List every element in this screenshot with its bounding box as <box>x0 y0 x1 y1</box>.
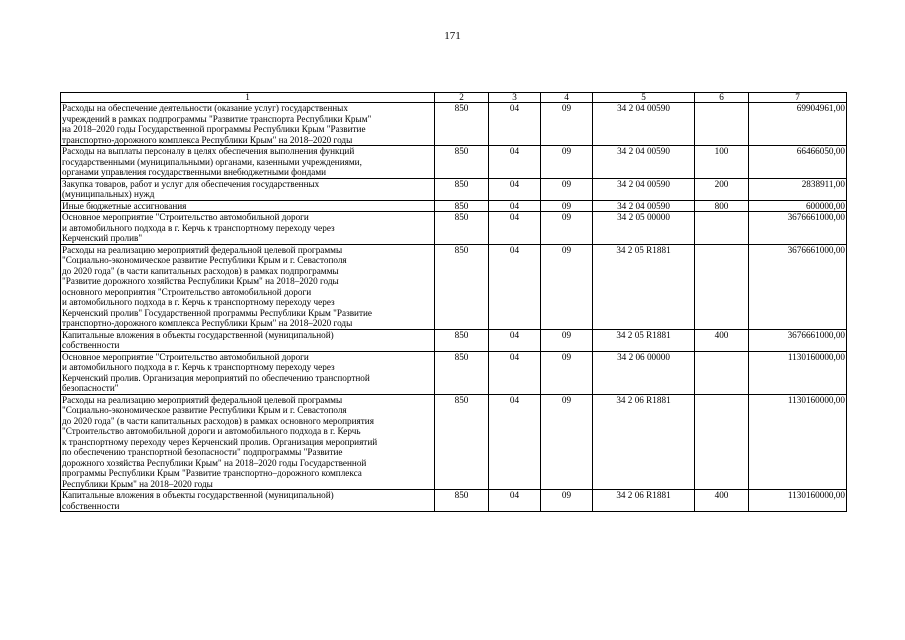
cell-rz: 04 <box>489 394 541 490</box>
row-description <box>61 244 435 329</box>
description-line: до 2020 года" (в части капитальных расходов) в рамках основного мероприятия <box>62 415 374 426</box>
header-cell: 1 <box>61 93 435 103</box>
cell-ved: 850 <box>435 146 489 179</box>
cell-rz: 04 <box>489 103 541 146</box>
header-cell: 5 <box>593 93 695 103</box>
description-line: "Социально-экономическое развитие Республики Крым и г. Севастополя <box>62 255 347 265</box>
description-line: основного мероприятия "Строительство автомобильной дороги <box>62 286 312 297</box>
header-cell: 4 <box>541 93 593 103</box>
cell-pr: 09 <box>541 394 593 490</box>
cell-pr: 09 <box>541 244 593 329</box>
table-row <box>61 212 847 245</box>
cell-rz: 04 <box>489 200 541 212</box>
description-line: Керченский пролив. Организация мероприятий по обеспечению транспортной <box>62 372 370 383</box>
header-cell: 6 <box>695 93 749 103</box>
description-line: транспортно-дорожного комплекса Республики Крым" на 2018–2020 годы <box>62 134 353 145</box>
cell-vr <box>695 351 749 394</box>
cell-rz: 04 <box>489 490 541 512</box>
description-line: Капитальные вложения в объекты государственной (муниципальной) <box>62 490 334 500</box>
row-description <box>61 490 435 512</box>
cell-rz: 04 <box>489 178 541 200</box>
table-row <box>61 103 847 146</box>
cell-csr: 34 2 05 R1881 <box>593 244 695 329</box>
description-line: программы Республики Крым "Развитие транспортно–дорожного комплекса <box>62 468 362 478</box>
cell-sum: 3676661000,00 <box>749 212 847 245</box>
row-description <box>61 212 435 245</box>
cell-sum: 1130160000,00 <box>749 394 847 490</box>
cell-vr <box>695 394 749 490</box>
table-row <box>61 329 847 351</box>
description-line: органами управления государственными внебюджетными фондами <box>62 167 327 177</box>
header-cell: 7 <box>749 93 847 103</box>
cell-vr: 400 <box>695 490 749 512</box>
cell-sum: 66466050,00 <box>749 146 847 179</box>
row-description <box>61 146 435 179</box>
row-description <box>61 394 435 490</box>
cell-sum: 3676661000,00 <box>749 244 847 329</box>
row-description <box>61 103 435 146</box>
cell-ved: 850 <box>435 351 489 394</box>
description-line: и автомобильного подхода в г. Керчь к транспортному переходу через <box>62 297 335 307</box>
description-line: дорожного хозяйства Республики Крым" на 2018–2020 годы Государственной <box>62 457 367 468</box>
cell-csr: 34 2 04 00590 <box>593 200 695 212</box>
description-line: Республики Крым" на 2018–2020 годы <box>62 478 213 489</box>
cell-csr: 34 2 06 R1881 <box>593 490 695 512</box>
cell-csr: 34 2 06 R1881 <box>593 394 695 490</box>
description-line: Иные бюджетные ассигнования <box>62 200 187 211</box>
description-line: "Социально-экономическое развитие Республики Крым и г. Севастополя <box>62 405 347 415</box>
table-row <box>61 394 847 490</box>
cell-rz: 04 <box>489 146 541 179</box>
description-line: Основное мероприятие "Строительство автомобильной дороги <box>62 351 309 362</box>
cell-sum: 2838911,00 <box>749 178 847 200</box>
cell-vr: 100 <box>695 146 749 179</box>
cell-ved: 850 <box>435 178 489 200</box>
description-line: на 2018–2020 годы Государственной программы Республики Крым "Развитие <box>62 124 366 134</box>
cell-pr: 09 <box>541 212 593 245</box>
description-line: "Строительство автомобильной дороги и автомобильного подхода в г. Керчь <box>62 426 361 436</box>
cell-sum: 1130160000,00 <box>749 490 847 512</box>
description-line: (муниципальных) нужд <box>62 189 155 199</box>
description-line: Расходы на реализацию мероприятий федеральной целевой программы <box>62 394 343 405</box>
cell-csr: 34 2 06 00000 <box>593 351 695 394</box>
row-description <box>61 351 435 394</box>
row-description <box>61 178 435 200</box>
description-line: Закупка товаров, работ и услуг для обеспечения государственных <box>62 178 320 189</box>
cell-vr <box>695 212 749 245</box>
description-line: Керченский пролив" <box>62 233 143 243</box>
cell-sum: 69904961,00 <box>749 103 847 146</box>
cell-csr: 34 2 04 00590 <box>593 178 695 200</box>
description-line: по обеспечению транспортной безопасности" подпрограммы "Развитие <box>62 447 343 457</box>
cell-ved: 850 <box>435 103 489 146</box>
description-line: безопасности" <box>62 383 119 393</box>
description-line: Керченский пролив" Государственной программы Республики Крым "Развитие <box>62 307 372 318</box>
cell-ved: 850 <box>435 394 489 490</box>
description-line: собственности <box>62 500 120 511</box>
cell-csr: 34 2 04 00590 <box>593 146 695 179</box>
description-line: государственными (муниципальными) органами, казенными учреждениями, <box>62 156 362 167</box>
header-cell: 2 <box>435 93 489 103</box>
cell-vr <box>695 103 749 146</box>
description-line: учреждений в рамках подпрограммы "Развитие транспорта Республики Крым" <box>62 113 372 124</box>
cell-pr: 09 <box>541 490 593 512</box>
cell-ved: 850 <box>435 490 489 512</box>
cell-pr: 09 <box>541 329 593 351</box>
cell-pr: 09 <box>541 351 593 394</box>
table-row <box>61 200 847 212</box>
description-line: Капитальные вложения в объекты государственной (муниципальной) <box>62 329 334 340</box>
table-row <box>61 351 847 394</box>
description-line: Основное мероприятие "Строительство автомобильной дороги <box>62 212 309 222</box>
description-line: и автомобильного подхода в г. Керчь к транспортному переходу через <box>62 222 335 233</box>
table-row <box>61 178 847 200</box>
cell-sum: 3676661000,00 <box>749 329 847 351</box>
cell-ved: 850 <box>435 329 489 351</box>
cell-ved: 850 <box>435 244 489 329</box>
description-line: Расходы на выплаты персоналу в целях обеспечения выполнения функций <box>62 146 355 156</box>
table-row <box>61 490 847 512</box>
cell-csr: 34 2 04 00590 <box>593 103 695 146</box>
cell-ved: 850 <box>435 200 489 212</box>
header-cell: 3 <box>489 93 541 103</box>
description-line: до 2020 года" (в части капитальных расходов) в рамках подпрограммы <box>62 265 339 276</box>
cell-rz: 04 <box>489 212 541 245</box>
row-description <box>61 200 435 212</box>
table-row <box>61 146 847 179</box>
cell-sum: 1130160000,00 <box>749 351 847 394</box>
description-line: собственности <box>62 340 120 350</box>
cell-ved: 850 <box>435 212 489 245</box>
description-line: транспортно-дорожного комплекса Республики Крым" на 2018–2020 годы <box>62 318 353 328</box>
cell-rz: 04 <box>489 351 541 394</box>
cell-vr: 400 <box>695 329 749 351</box>
description-line: Расходы на обеспечение деятельности (оказание услуг) государственных <box>62 103 348 113</box>
cell-rz: 04 <box>489 329 541 351</box>
cell-pr: 09 <box>541 200 593 212</box>
description-line: к транспортному переходу через Керченский пролив. Организация мероприятий <box>62 436 378 447</box>
header-row <box>61 93 847 103</box>
cell-vr: 200 <box>695 178 749 200</box>
cell-vr <box>695 244 749 329</box>
description-line: и автомобильного подхода в г. Керчь к транспортному переходу через <box>62 362 335 372</box>
description-line: Расходы на реализацию мероприятий федеральной целевой программы <box>62 244 343 255</box>
cell-pr: 09 <box>541 146 593 179</box>
cell-pr: 09 <box>541 178 593 200</box>
cell-vr: 800 <box>695 200 749 212</box>
budget-table <box>60 92 847 512</box>
table-row <box>61 244 847 329</box>
cell-rz: 04 <box>489 244 541 329</box>
cell-sum: 600000,00 <box>749 200 847 212</box>
description-line: "Развитие дорожного хозяйства Республики Крым" на 2018–2020 годы <box>62 276 339 286</box>
cell-pr: 09 <box>541 103 593 146</box>
page-number: 171 <box>444 30 461 42</box>
row-description <box>61 329 435 351</box>
cell-csr: 34 2 05 00000 <box>593 212 695 245</box>
cell-csr: 34 2 05 R1881 <box>593 329 695 351</box>
